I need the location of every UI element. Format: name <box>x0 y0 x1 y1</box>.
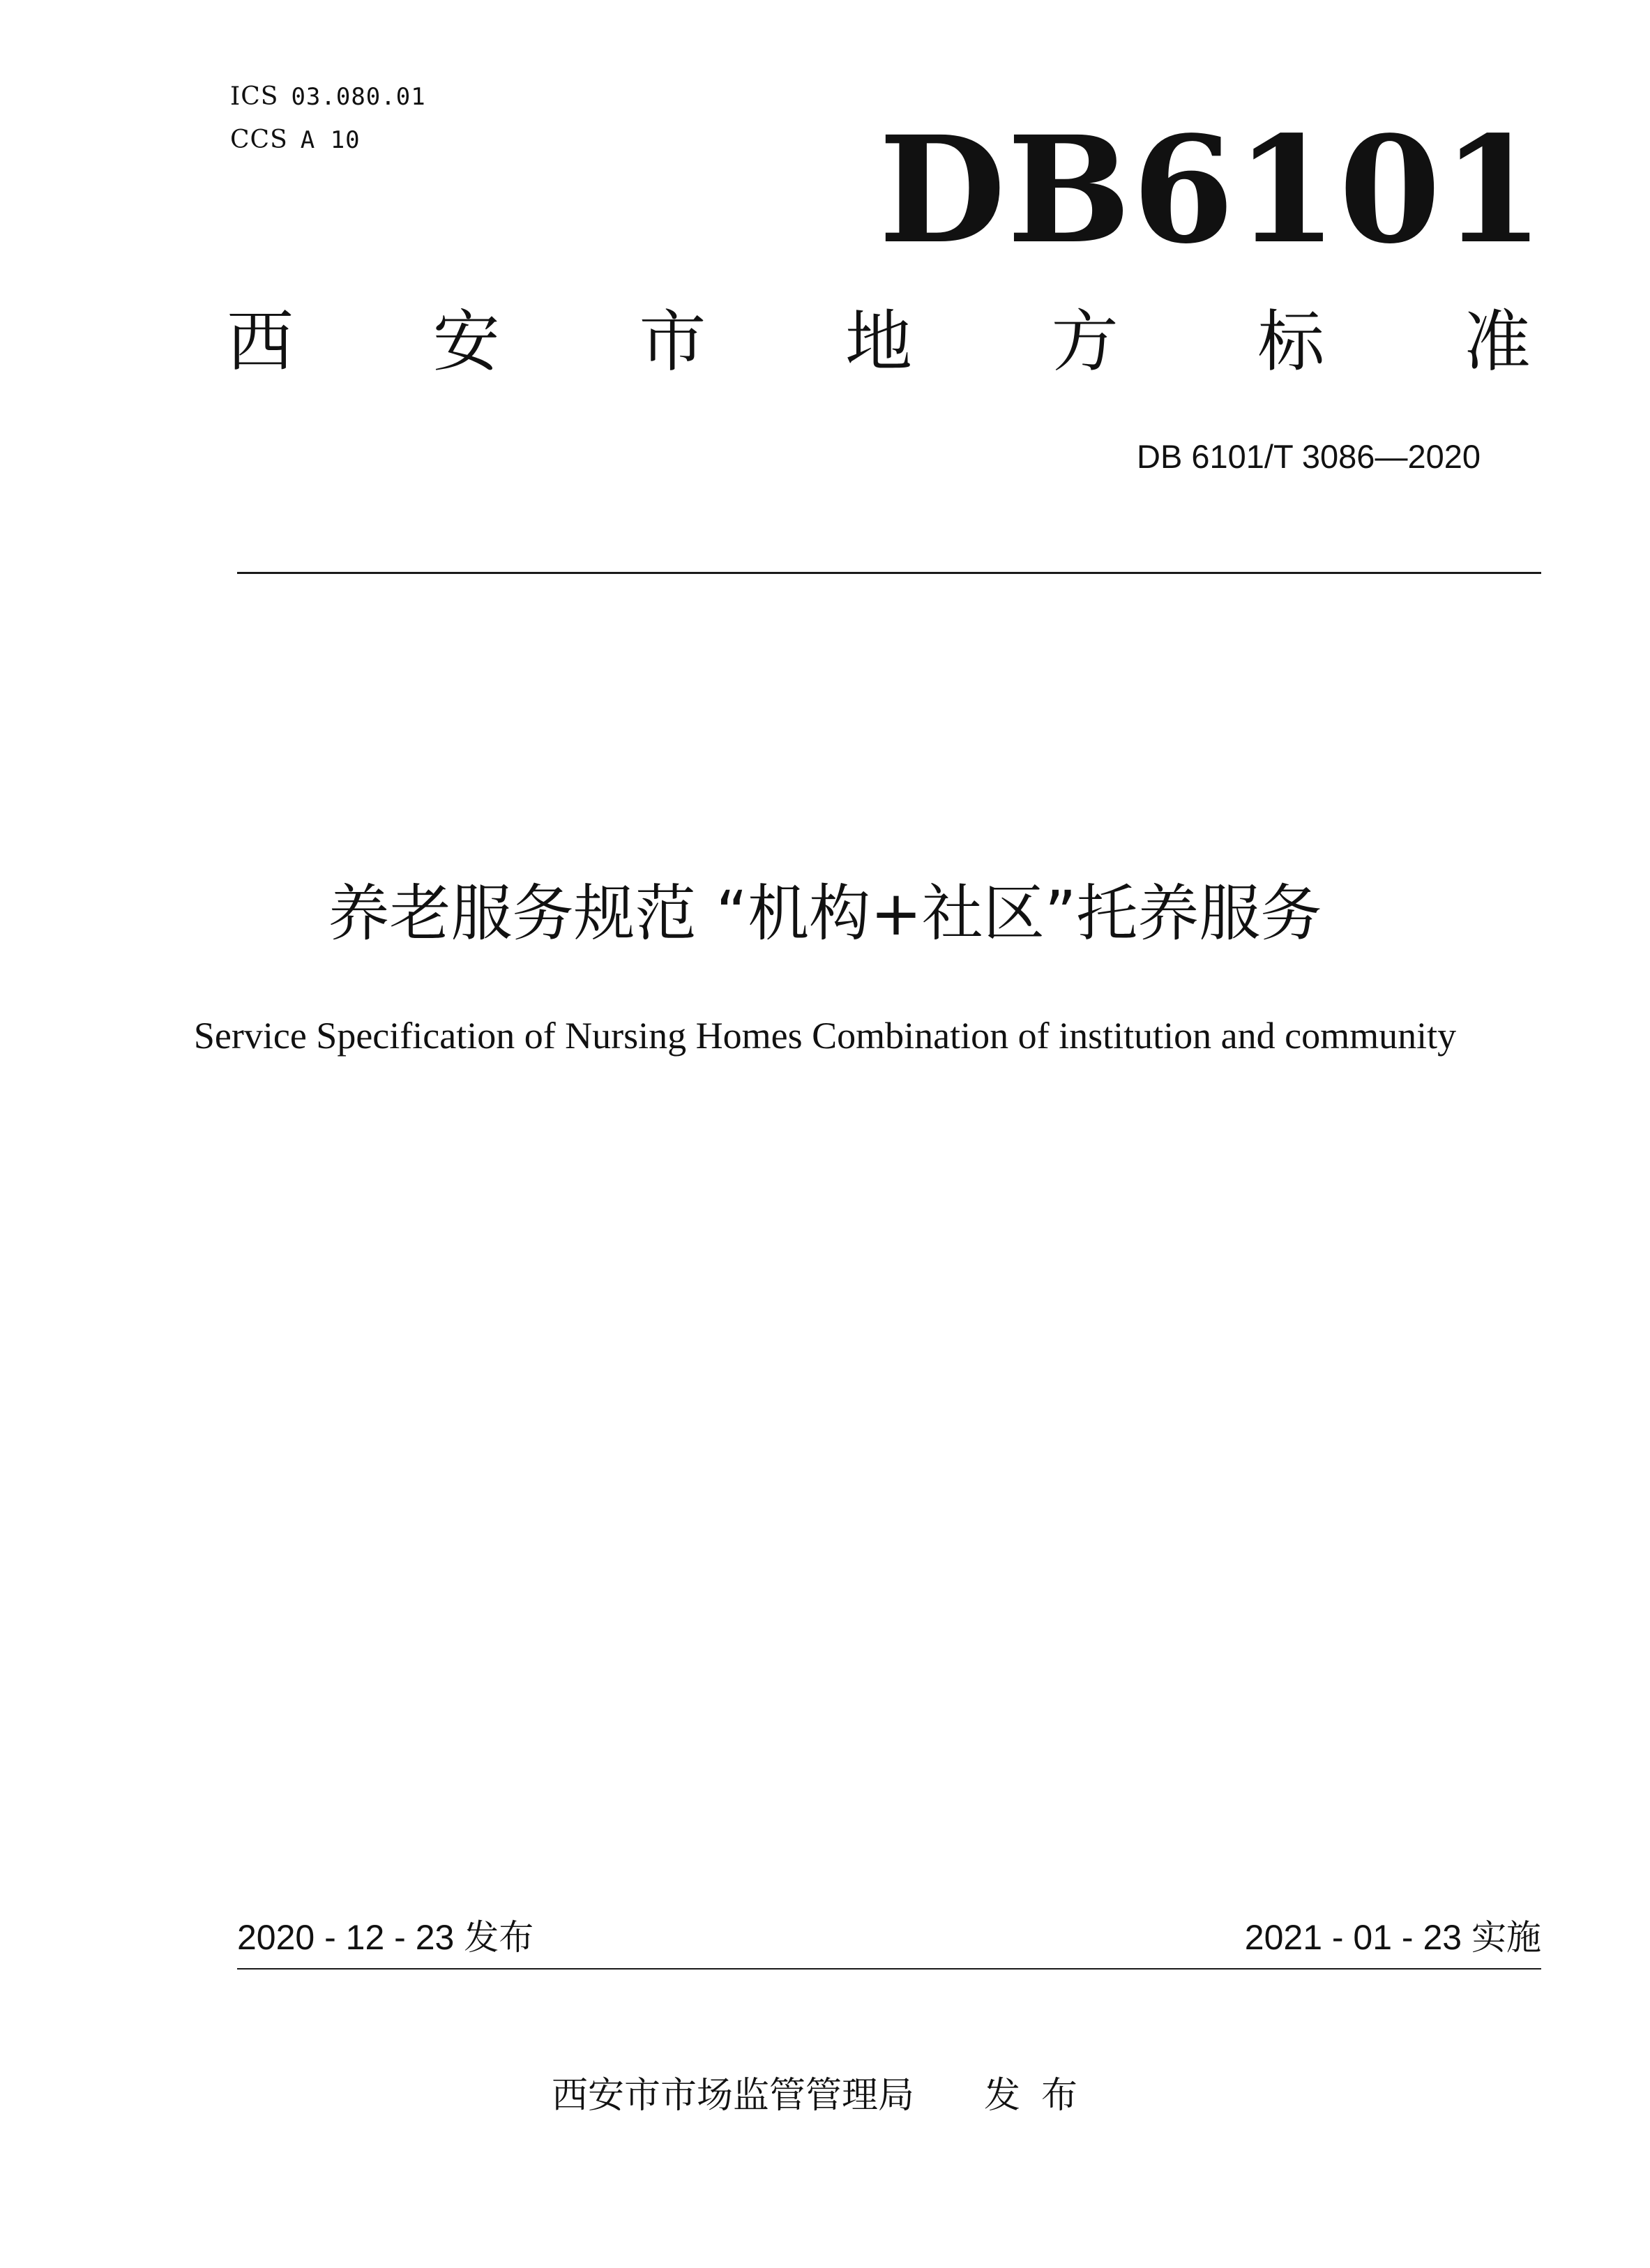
ics-value: 03.080.01 <box>291 83 426 111</box>
footer-divider <box>237 1968 1541 1970</box>
issuer-line <box>0 2071 1650 2120</box>
title-english: Service Specification of Nursing Homes Combination of institution and community <box>193 1015 1457 1057</box>
standard-type-char: 标 <box>1257 303 1325 381</box>
standard-type-char: 地 <box>845 303 912 381</box>
standard-type-char: 西 <box>227 303 294 381</box>
classification-codes <box>230 75 426 162</box>
ccs-label: CCS <box>230 126 288 154</box>
ics-label: ICS <box>230 82 279 111</box>
standard-type-char: 市 <box>639 303 706 381</box>
ccs-row <box>230 119 426 162</box>
title-chinese: 养老服务规范 “机构+社区”托养服务 <box>328 877 1322 949</box>
issuer-name: 西安市市场监管管理局 <box>551 2075 914 2117</box>
ics-row <box>230 75 426 119</box>
release-date: 2020 - 12 - 23 发布 <box>237 1918 534 1957</box>
ccs-value: A 10 <box>300 126 361 154</box>
standard-number: DB 6101/T 3086—2020 <box>1137 438 1481 475</box>
standard-type <box>227 303 1531 380</box>
standard-type-char: 方 <box>1051 303 1119 381</box>
header-divider <box>237 572 1541 574</box>
standard-code: DB6101 <box>879 104 1546 276</box>
standard-type-char: 安 <box>432 303 500 381</box>
standard-type-char: 准 <box>1463 303 1531 381</box>
issuer-action: 发布 <box>984 2075 1099 2117</box>
implementation-date: 2021 - 01 - 23 实施 <box>1244 1918 1541 1957</box>
